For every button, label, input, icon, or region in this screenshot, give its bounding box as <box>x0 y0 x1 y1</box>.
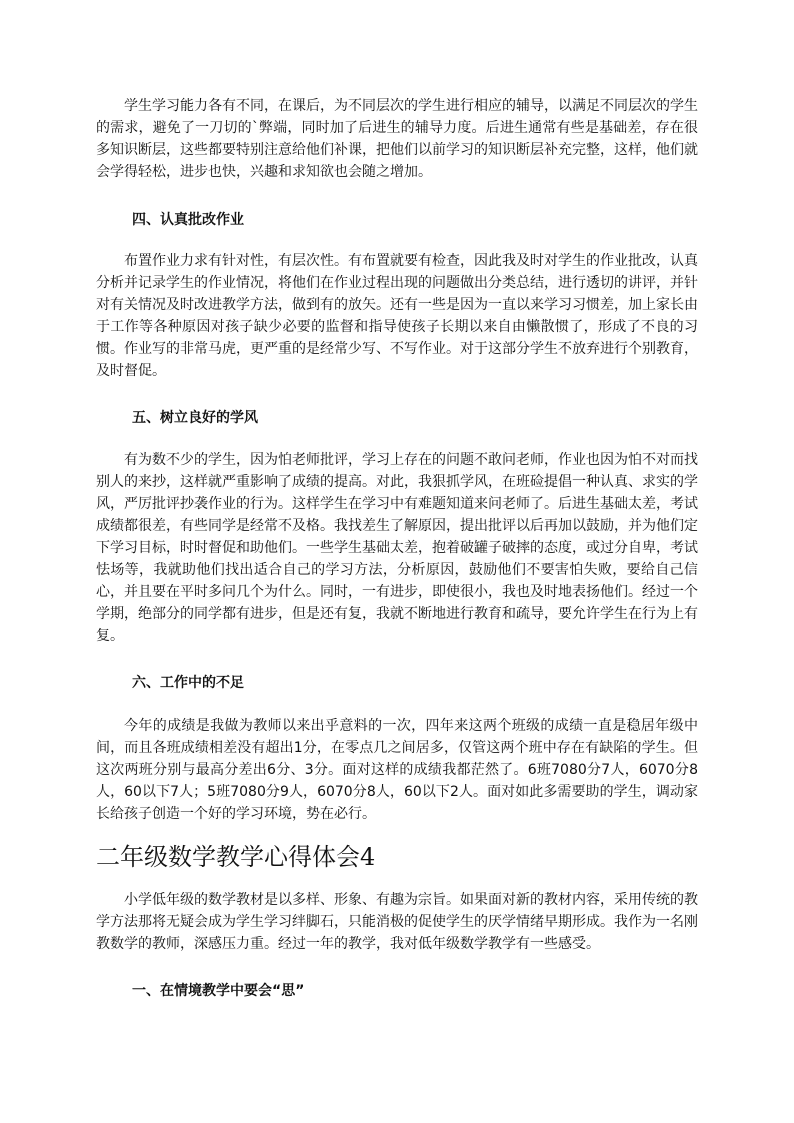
paragraph-shortcomings: 今年的成绩是我做为教师以来出乎意料的一次，四年来这两个班级的成绩一直是稳居年级中间，而且各班成绩相差没有超出1分，在零点几之间居多，仅管这两个班中存在有缺陷的学生。但这次两班分别与最高分差出6分、3分。面对这样的成绩我都茫然了。6班7080分7人，6070分8人，60以下7人；5班7080分9人，6070分8人，60以下2人。面对如此多需要助的学生，调动家长给孩子创造一个好的学习环境，势在必行。 <box>96 718 698 822</box>
paragraph-study-style: 有为数不少的学生，因为怕老师批评，学习上存在的问题不敢问老师，作业也因为怕不对而找别人的来抄，这样就严重影响了成绩的提高。对此，我狠抓学风，在班硷提倡一种认真、求实的学风，严厉批评抄袭作业的行为。这样学生在学习中有难题知道来问老师了。后进生基础太差，考试成绩都很差，有些同学是经常不及格。我找差生了解原因，提出批评以后再加以鼓励，并为他们定下学习目标，时时督促和助他们。一些学生基础太差，抱着破罐子破摔的态度，或过分自卑，考试怯场等，我就助他们找出适合自己的学习方法，分析原因，鼓励他们不要害怕失败，要给自己信心，并且要在平时多问几个为什么。同时，一有进步，即使很小，我也及时地表扬他们。经过一个学期，绝部分的同学都有进步，但是还有复，我就不断地进行教育和疏导，要允许学生在行为上有复。 <box>96 452 698 644</box>
section-heading-5: 五、树立良好的学风 <box>132 410 258 426</box>
document-page <box>96 95 698 1002</box>
paragraph-homework: 布置作业力求有针对性，有层次性。有布置就要有检查，因此我及时对学生的作业批改，认真分析并记录学生的作业情况，将他们在作业过程出现的问题做出分类总结，进行透切的讲评，并针对有关情况及时改进教学方法，做到有的放矢。还有一些是因为一直以来学习习惯差，加上家长由于工作等各种原因对孩子缺少必要的监督和指导使孩子长期以来自由懒散惯了，形成了不良的习惯。作业写的非常马虎，更严重的是经常少写、不写作业。对于这部分学生不放弃进行个别教育，及时督促。 <box>96 253 698 379</box>
section-heading-1: 一、在情境教学中要会“思” <box>132 983 305 999</box>
article-title: 二年级数学教学心得体会4 <box>96 843 376 871</box>
paragraph-intro: 小学低年级的数学教材是以多样、形象、有趣为宗旨。如果面对新的教材内容，采用传统的教学方法那将无疑会成为学生学习绊脚石，只能消极的促使学生的厌学情绪早期形成。我作为一名刚教数学的教师，深感压力重。经过一年的教学，我对低年级数学教学有一些感受。 <box>96 892 698 952</box>
paragraph-tutoring: 学生学习能力各有不同，在课后，为不同层次的学生进行相应的辅导，以满足不同层次的学生的需求，避免了一刀切的`弊端，同时加了后进生的辅导力度。后进生通常有些是基础差，存在很多知识断层，这些都要特别注意给他们补课，把他们以前学习的知识断层补充完整，这样，他们就会学得轻松，进步也快，兴趣和求知欲也会随之增加。 <box>96 98 698 180</box>
section-heading-4: 四、认真批改作业 <box>132 212 244 228</box>
section-heading-6: 六、工作中的不足 <box>132 675 244 691</box>
